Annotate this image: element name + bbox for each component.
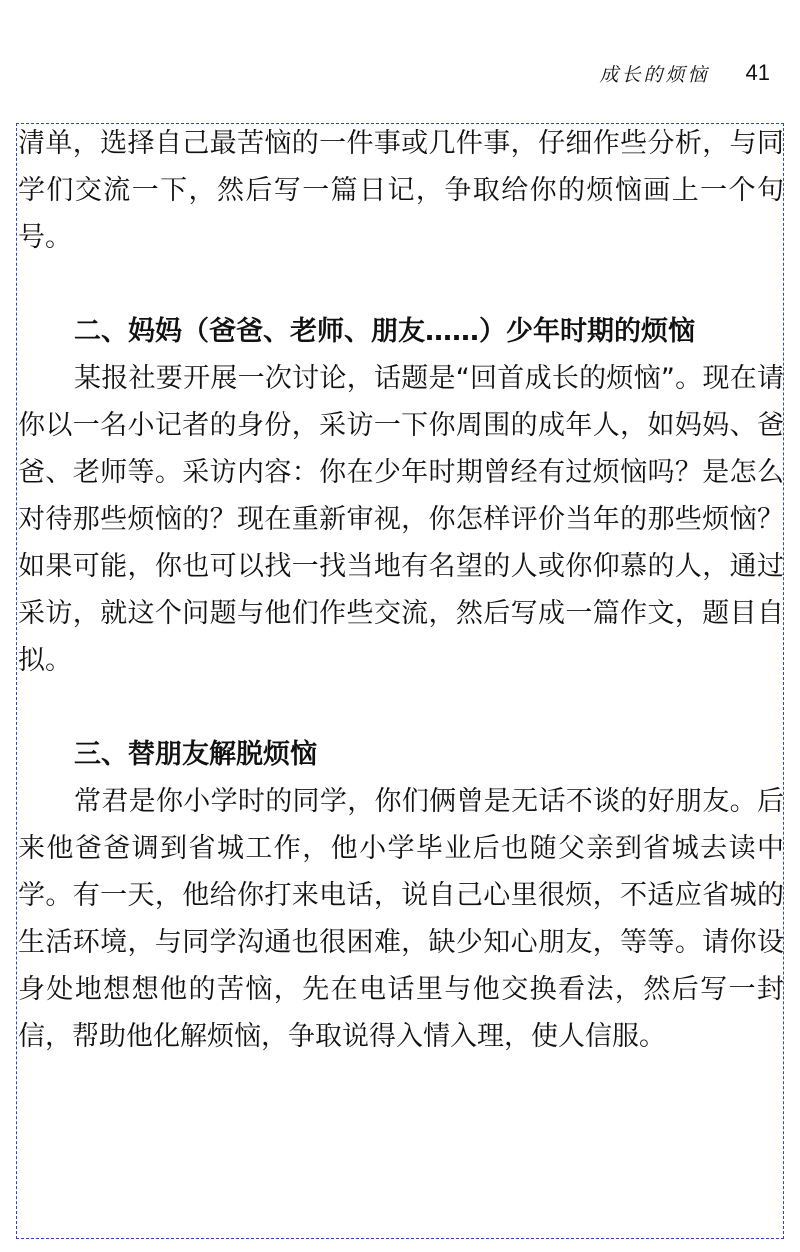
section-three-heading: 三、替朋友解脱烦恼: [74, 739, 317, 770]
page-number: 41: [745, 60, 770, 85]
section-spacer: [18, 261, 784, 308]
page-header: [600, 58, 771, 88]
intro-paragraph: 清单，选择自己最苦恼的一件事或几件事，仔细作些分析，与同学们交流一下，然后写一篇日记，争取给你的烦恼画上一个句号。: [18, 128, 784, 253]
section-two-paragraph: 某报社要开展一次讨论，话题是“回首成长的烦恼”。现在请你以一名小记者的身份，采访一下你周围的成年人，如妈妈、爸爸、老师等。采访内容：你在少年时期曾经有过烦恼吗？是怎么对待那些烦恼的？现在重新审视，你怎样评价当年的那些烦恼？如果可能，你也可以找一找当地有名望的人或你仰慕的人，通过采访，就这个问题与他们作些交流，然后写成一篇作文，题目自拟。: [18, 363, 784, 676]
section-spacer: [18, 684, 784, 731]
section-two-heading: 二、妈妈（爸爸、老师、朋友……）少年时期的烦恼: [74, 316, 695, 347]
page-body: [18, 120, 784, 1060]
running-title: 成长的烦恼: [599, 63, 710, 86]
section-three-paragraph: 常君是你小学时的同学，你们俩曾是无话不谈的好朋友。后来他爸爸调到省城工作，他小学毕业后也随父亲到省城去读中学。有一天，他给你打来电话，说自己心里很烦，不适应省城的生活环境，与同学沟通也很困难，缺少知心朋友，等等。请你设身处地想想他的苦恼，先在电话里与他交换看法，然后写一封信，帮助他化解烦恼，争取说得入情入理，使人信服。: [18, 786, 784, 1052]
